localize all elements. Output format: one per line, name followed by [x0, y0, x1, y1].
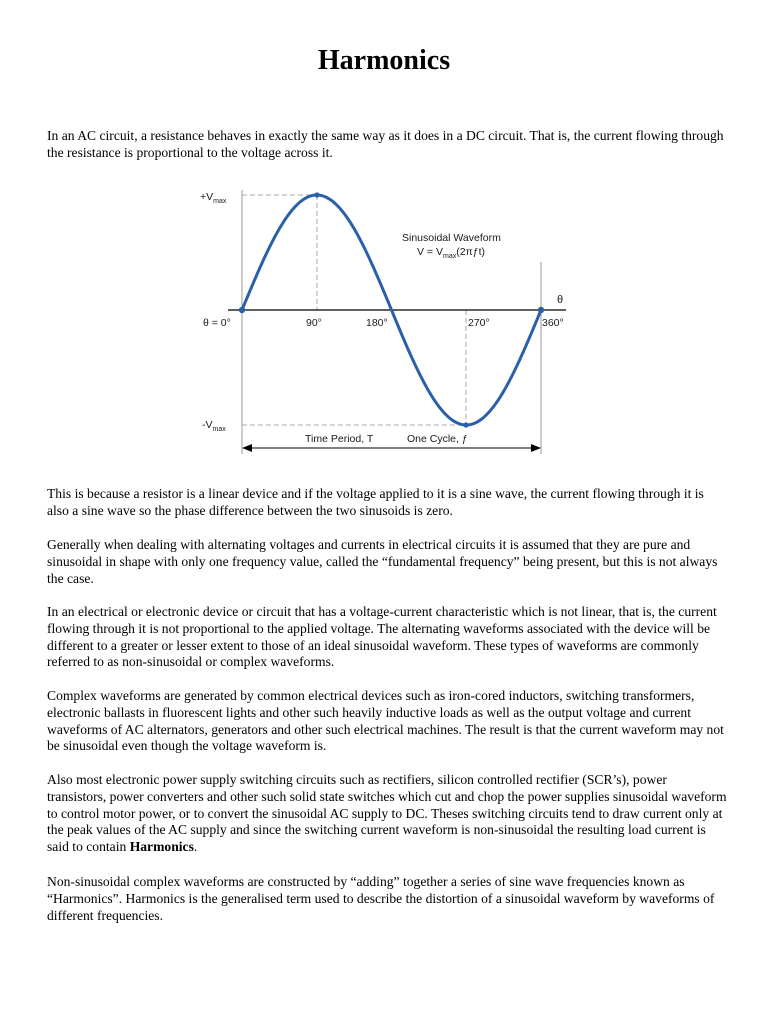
wave-end-point: [538, 307, 544, 313]
paragraph-complex-waveforms: Complex waveforms are generated by common electrical devices such as iron-cored inductors, switching transformers, electronic ballasts in fluorescent lights and other such heavily inductive loads as well as the output voltage and current waveforms of AC alternators, generators and other such electrical machines. The result is that the current waveform may not be sinusoidal even though the voltage waveform is.: [47, 688, 724, 754]
wave-start-point: [239, 307, 245, 313]
vmax-negative-label: $-V_{max}$: [202, 419, 226, 433]
vmax-positive-label: $+V_{max}$: [200, 191, 227, 205]
paragraph-linear-device: This is because a resistor is a linear device and if the voltage applied to it is a sine wave, the current flowing through it is also a sine wave so the phase difference between the two sinusoids is zero.: [47, 486, 704, 518]
paragraph-intro: In an AC circuit, a resistance behaves in exactly the same way as it does in a DC circuit. That is, the current flowing through the resistance is proportional to the voltage across it.: [47, 128, 724, 160]
tick-label-270: 270°: [468, 317, 490, 329]
paragraph-fundamental-frequency: Generally when dealing with alternating voltages and currents in electrical circuits it is assumed that they are pure and sinusoidal in shape with only one frequency value, called the “fundamental frequency” being present, but this is not always the case.: [47, 537, 718, 586]
wave-trough-point: [463, 422, 468, 427]
one-cycle-label: One Cycle, ƒ: [407, 433, 468, 445]
theta-axis-label: θ: [557, 294, 564, 306]
paragraph-switching-text: Also most electronic power supply switching circuits such as rectifiers, silicon controlled rectifier (SCR’s), power transistors, power converters and other such solid state switches which cut and chop the power supplies sinusoidal waveform to control motor power, or to convert the sinusoidal AC supply to DC. Theses switching circuits tend to draw current only at the peak values of the AC supply and since the switching current waveform is non-sinusoidal the resulting load current is said to contain: [47, 772, 727, 855]
paragraph-switching-circuits: [47, 772, 727, 856]
theta-zero-label: θ = 0°: [203, 317, 231, 329]
time-period-label: Time Period, T: [305, 433, 374, 445]
period-arrow-right-head: [531, 444, 541, 452]
wave-peak-point: [314, 192, 319, 197]
paragraph-switching-end: .: [193, 839, 198, 855]
tick-label-180: 180°: [366, 317, 388, 329]
legend-title: Sinusoidal Waveform: [402, 232, 501, 244]
legend-equation: $V = V_{max}(2\pi ƒt)$: [417, 246, 486, 260]
harmonics-bold-term: Harmonics: [129, 839, 194, 855]
paragraph-harmonics-definition: Non-sinusoidal complex waveforms are constructed by “adding” together a series of sine wave frequencies known as “Harmonics”. Harmonics is the generalised term used to describe the distortion of a sinusoidal waveform by waveforms of different frequencies.: [47, 874, 715, 923]
period-arrow-left-head: [242, 444, 252, 452]
sine-waveform-figure: [190, 178, 580, 468]
tick-label-360: 360°: [542, 317, 564, 329]
paragraph-non-linear: In an electrical or electronic device or circuit that has a voltage-current characteristic which is not linear, that is, the current flowing through it is not proportional to the applied voltage. The alternating waveforms associated with the device will be different to a greater or lesser extent to those of an ideal sinusoidal waveform. These types of waveforms are commonly referred to as non-sinusoidal or complex waveforms.: [47, 604, 717, 670]
tick-label-90: 90°: [306, 317, 322, 329]
page-title: Harmonics: [317, 45, 451, 76]
